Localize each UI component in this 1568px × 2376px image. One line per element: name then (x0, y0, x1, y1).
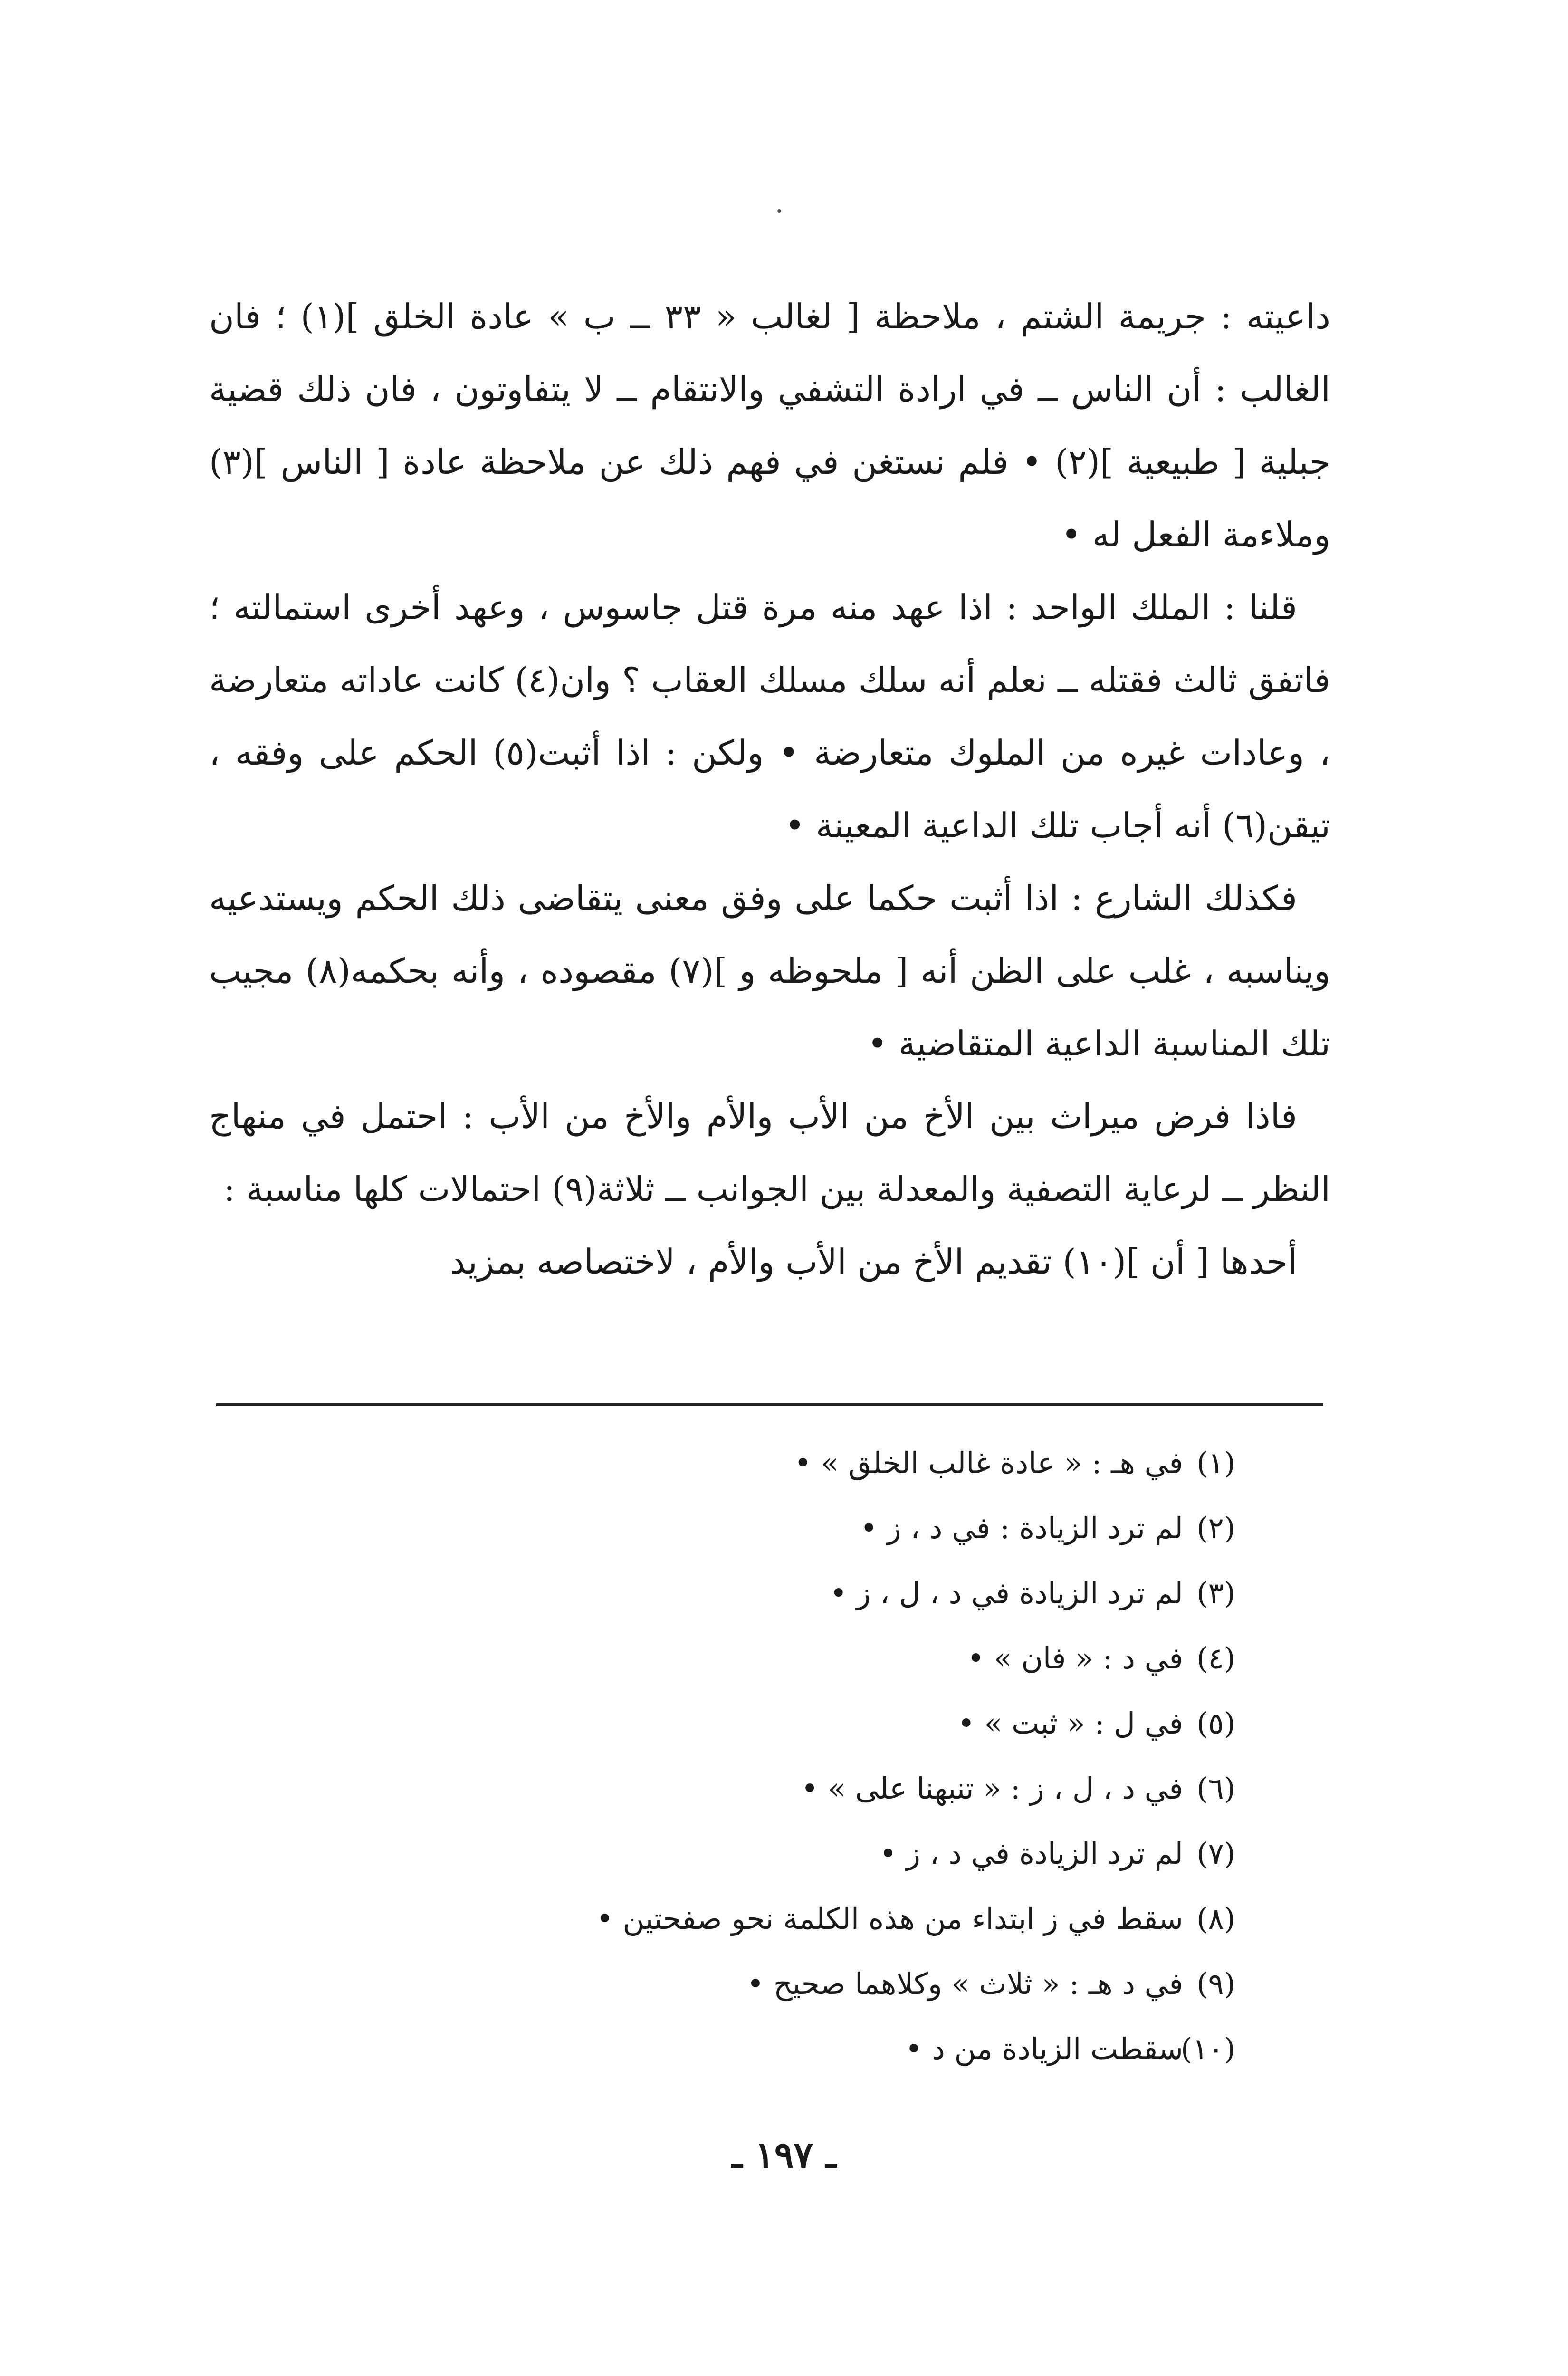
footnote-number: (٣) (1196, 1576, 1235, 1610)
footnote-text: في د ، ل ، ز : « تنبهنا على » • (801, 1771, 1183, 1806)
paragraph: فاذا فرض ميراث بين الأخ من الأب والأم والأخ من الأب : احتمل في منهاج النظر ــ لرعاية التصفية والمعدلة بين الجوانب ــ ثلاثة(٩) احتمالات كلها مناسبة : (209, 1096, 1330, 1209)
footnote-number: (٢) (1196, 1511, 1235, 1545)
footnote-number: (١٠) (1180, 2031, 1235, 2066)
footnote (333, 1886, 1235, 1951)
footnote-number: (٤) (1196, 1641, 1235, 1676)
paragraph: فكذلك الشارع : اذا أثبت حكما على وفق معنى يتقاضى ذلك الحكم ويستدعيه ويناسبه ، غلب على الظن أنه [ ملحوظه و ](٧) مقصوده ، وأنه بحكمه(٨) مجيب تلك المناسبة الداعية المتقاضية • (209, 878, 1330, 1063)
footnote-text: لم ترد الزيادة : في د ، ز • (860, 1511, 1183, 1545)
footnote (333, 1561, 1235, 1626)
footnote (333, 1756, 1235, 1821)
footnote-number: (٨) (1196, 1901, 1235, 1936)
footnote-number: (٧) (1196, 1836, 1235, 1871)
footnote-text: سقط في ز ابتداء من هذه الكلمة نحو صفحتين • (596, 1901, 1183, 1936)
footnote (333, 1430, 1235, 1495)
page-mark-dot (777, 209, 781, 213)
footnote-text: لم ترد الزيادة في د ، ل ، ز • (830, 1576, 1183, 1610)
footnote (333, 1821, 1235, 1886)
footnote (333, 1626, 1235, 1691)
page-number: ـ ١٩٧ ـ (732, 2134, 836, 2176)
footnote-text: في د : « فان » • (967, 1641, 1183, 1676)
footnotes (333, 1430, 1235, 2081)
footnote (333, 1951, 1235, 2016)
footnote (333, 2016, 1235, 2081)
footnote-number: (١) (1196, 1446, 1235, 1480)
footnote-text: سقطت الزيادة من د • (905, 2031, 1183, 2066)
footnote-text: لم ترد الزيادة في د ، ز • (879, 1836, 1183, 1871)
footnote-number: (٥) (1196, 1706, 1235, 1741)
paragraph: قلنا : الملك الواحد : اذا عهد منه مرة قتل جاسوس ، وعهد أخرى استمالته ؛ فاتفق ثالث فقتله ــ نعلم أنه سلك مسلك العقاب ؟ وان(٤) كانت عاداته متعارضة ، وعادات غيره من الملوك متعارضة • ولكن : اذا أثبت(٥) الحكم على وفقه ، تيقن(٦) أنه أجاب تلك الداعية المعينة • (209, 587, 1330, 845)
footnote (333, 1691, 1235, 1756)
paragraph: أحدها [ أن ](١٠) تقديم الأخ من الأب والأم ، لاختصاصه بمزيد (450, 1242, 1297, 1282)
footnote-separator (216, 1403, 1323, 1406)
main-text (209, 280, 1330, 1298)
footnote-text: في هـ : « عادة غالب الخلق » • (794, 1446, 1183, 1480)
footnote-text: في ل : « ثبت » • (957, 1706, 1183, 1741)
footnote-number: (٩) (1196, 1966, 1235, 2001)
paragraph: داعيته : جريمة الشتم ، ملاحظة [ لغالب « ٣٣ ــ ب » عادة الخلق ](١) ؛ فان الغالب : أن الناس ــ في ارادة التشفي والانتقام ــ لا يتفاوتون ، فان ذلك قضية جبلية [ طبيعية ](٢) • فلم نستغن في فهم ذلك عن ملاحظة عادة [ الناس ](٣) وملاءمة الفعل له • (209, 297, 1330, 555)
footnote (333, 1495, 1235, 1561)
footnote-number: (٦) (1196, 1771, 1235, 1806)
footnote-text: في د هـ : « ثلاث » وكلاهما صحيح • (746, 1966, 1183, 2001)
